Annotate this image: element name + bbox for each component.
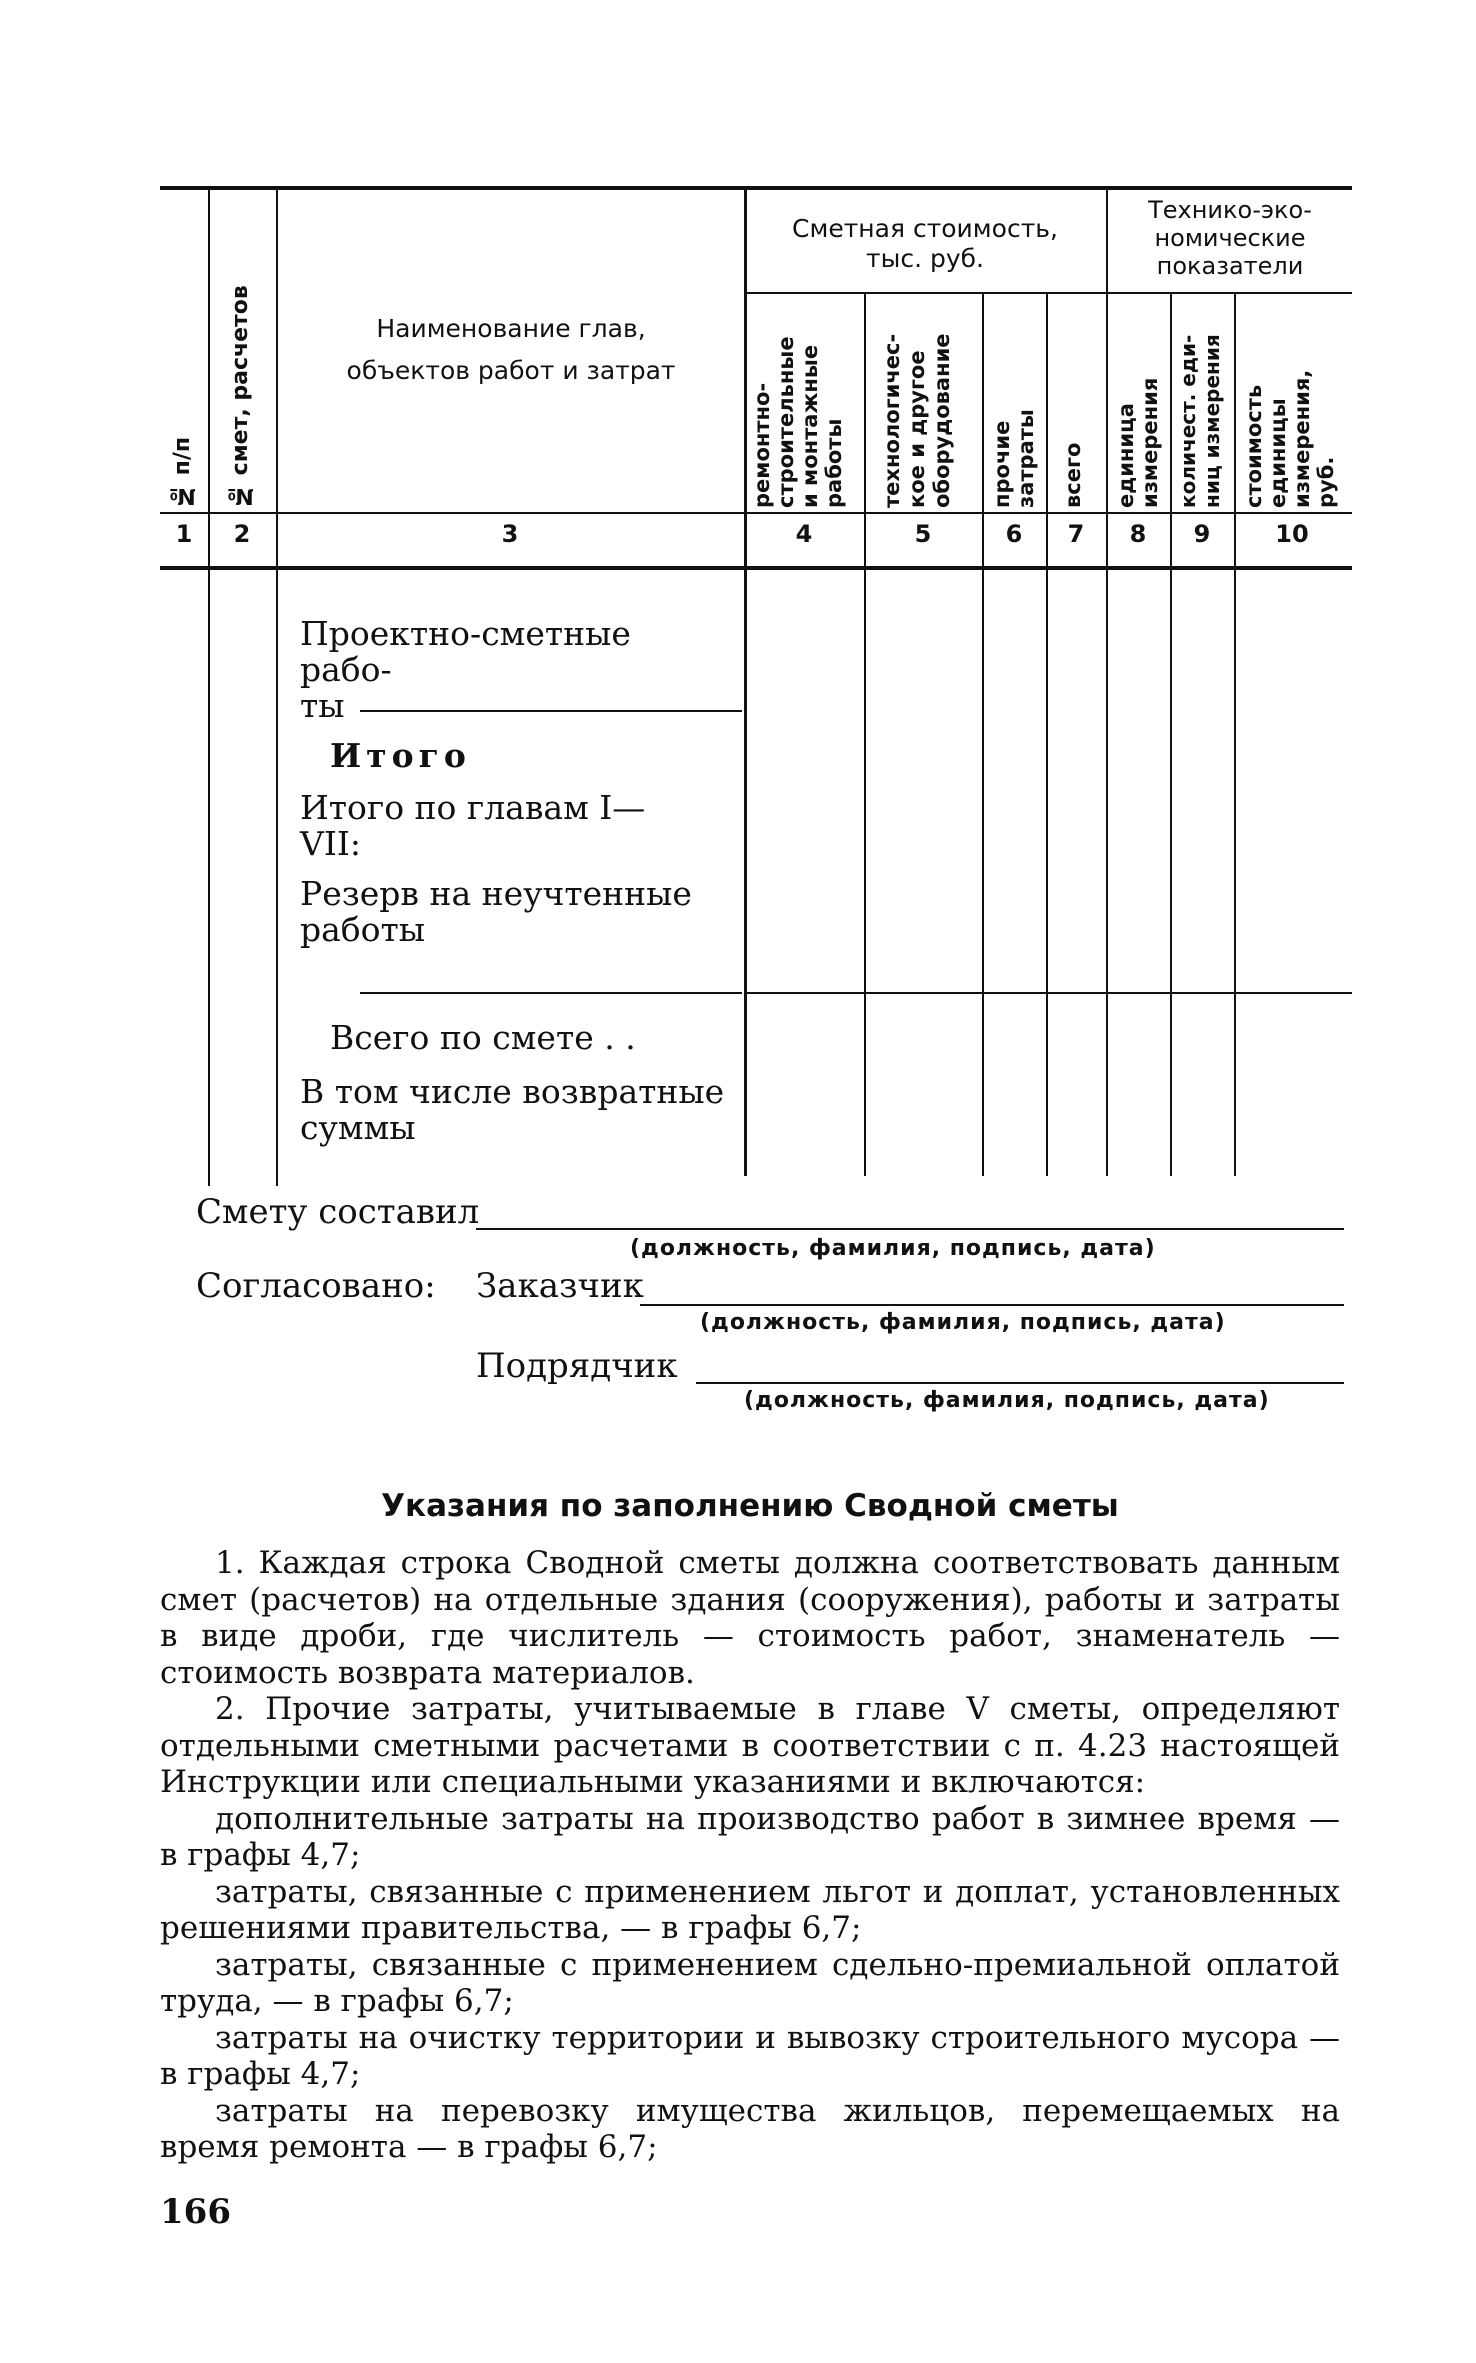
column-number: 1 [175, 520, 193, 548]
column-number: 2 [233, 520, 251, 548]
paragraph: 2. Прочие затраты, учитываемые в главе V сметы, определяют отдельными сметными расчетами в соответствии с п. 4.23 настоящей Инструкции или специальными указаниями и включаются: [160, 1691, 1340, 1800]
header-row-number: № п/п [170, 436, 195, 508]
paragraph: затраты, связанные с применением сдельно-премиальной оплатой труда, — в графы 6,7; [160, 1946, 1340, 2019]
header-other-costs: прочие затраты [990, 409, 1038, 508]
number-row-bottom-rule [160, 566, 1352, 570]
customer-line [640, 1304, 1344, 1306]
column-number: 3 [501, 520, 519, 548]
row-design-works: Проектно-сметные рабо- ты [300, 614, 631, 725]
row-reserve: Резерв на неучтенные работы [300, 874, 692, 949]
col-border-1-2 [208, 186, 210, 1186]
row-returnable-sums: В том числе возвратные суммы [300, 1072, 725, 1147]
row-divider [360, 710, 742, 712]
table-top-rule [160, 186, 1352, 190]
instructions-text [160, 1545, 1340, 2166]
header-unit-cost: стоимость единицы измерения, руб. [1242, 369, 1338, 508]
row-grand-total: Всего по смете . . [330, 1018, 636, 1057]
row-total-chapters: Итого по главам I— VII: [300, 788, 646, 863]
col-border-9-10 [1234, 292, 1236, 1176]
header-cost-group: Сметная стоимость, тыс. руб. [792, 214, 1058, 273]
header-unit-count: количест. еди- ниц измерения [1176, 334, 1224, 508]
col-border-6-7 [1046, 292, 1048, 1176]
row-divider [746, 992, 1352, 994]
col-border-8-9 [1170, 292, 1172, 1176]
header-unit: единица измерения [1114, 377, 1162, 508]
col-border-5-6 [982, 292, 984, 1176]
header-estimate-number: № смет, расчетов [228, 285, 253, 508]
column-number: 9 [1193, 520, 1211, 548]
column-number: 5 [914, 520, 932, 548]
contractor-label: Подрядчик [476, 1346, 678, 1386]
paragraph: затраты на очистку территории и вывозку строительного мусора — в графы 4,7; [160, 2019, 1340, 2092]
compiled-by-label: Смету составил [196, 1192, 480, 1232]
row-subtotal: Итого [330, 736, 471, 775]
customer-label: Заказчик [476, 1266, 644, 1306]
compiled-by-hint: (должность, фамилия, подпись, дата) [630, 1236, 1156, 1261]
column-number: 6 [1005, 520, 1023, 548]
header-name: Наименование глав, объектов работ и затрат [346, 314, 676, 385]
column-number: 4 [795, 520, 813, 548]
contractor-hint: (должность, фамилия, подпись, дата) [744, 1388, 1270, 1413]
paragraph: 1. Каждая строка Сводной сметы должна соответствовать данным смет (расчетов) на отдельные здания (сооружения), работы и затраты в виде дроби, где числитель — стоимость работ, знаменатель — стоимость возврата материалов. [160, 1545, 1340, 1691]
cost-group-divider [746, 292, 1106, 294]
contractor-line [696, 1382, 1344, 1384]
customer-hint: (должность, фамилия, подпись, дата) [700, 1310, 1226, 1335]
col-border-4-5 [864, 292, 866, 1176]
header-tech-group: Технико-эко- номические показатели [1148, 196, 1312, 280]
header-bottom-rule [160, 512, 1352, 514]
header-construction-works: ремонтно- строительные и монтажные работы [750, 336, 846, 508]
column-number: 8 [1129, 520, 1147, 548]
header-equipment: технологичес- кое и другое оборудование [880, 333, 954, 508]
agreed-label: Согласовано: [196, 1266, 436, 1306]
row-divider [360, 992, 742, 994]
column-number: 10 [1275, 520, 1309, 548]
compiled-by-line [476, 1228, 1344, 1230]
paragraph: затраты на перевозку имущества жильцов, перемещаемых на время ремонта — в графы 6,7; [160, 2092, 1340, 2165]
column-number: 7 [1067, 520, 1085, 548]
header-total: всего [1061, 442, 1085, 508]
tech-group-divider [1108, 292, 1352, 294]
section-title: Указания по заполнению Сводной сметы [381, 1488, 1119, 1524]
col-border-2-3 [276, 186, 278, 1186]
paragraph: дополнительные затраты на производство работ в зимнее время — в графы 4,7; [160, 1800, 1340, 1873]
paragraph: затраты, связанные с применением льгот и доплат, установленных решениями правительства, — в графы 6,7; [160, 1873, 1340, 1946]
col-border-7-8 [1106, 186, 1108, 1176]
page-number: 166 [160, 2192, 231, 2232]
